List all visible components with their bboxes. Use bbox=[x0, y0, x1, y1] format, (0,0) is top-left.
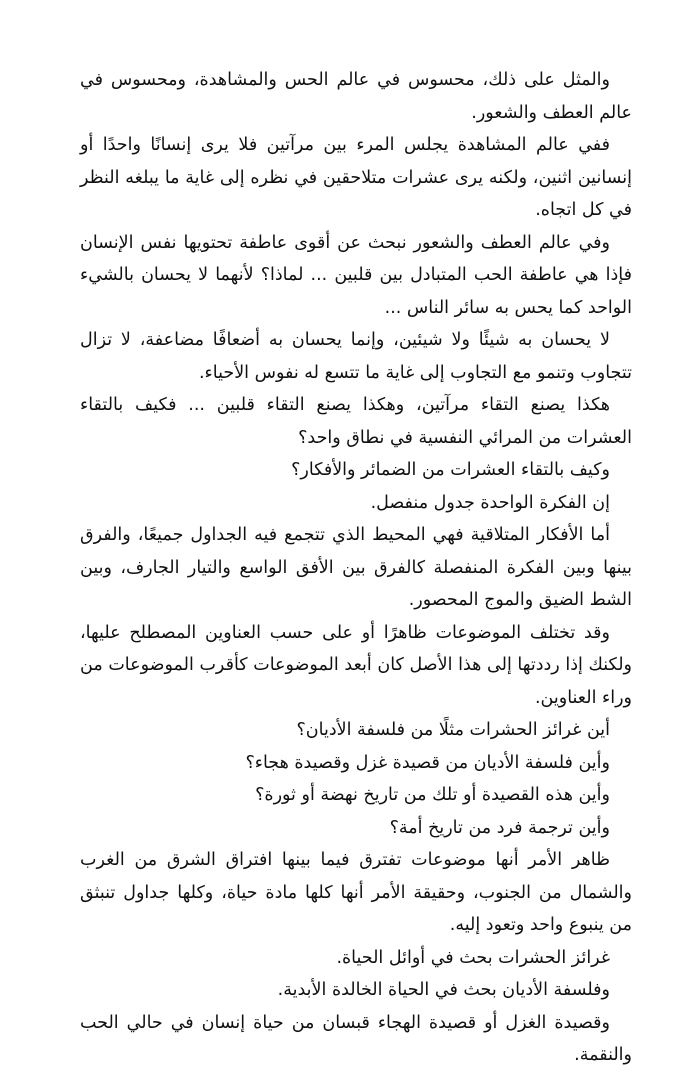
paragraph: والمثل على ذلك، محسوس في عالم الحس والمشاهدة، ومحسوس في عالم العطف والشعور. bbox=[80, 70, 632, 123]
paragraph: ظاهر الأمر أنها موضوعات تفترق فيما بينها افتراق الشرق من الغرب والشمال من الجنوب، وحقيقة الأمر أنها كلها مادة حياة، وكلها جداول تنبثق من ينبوع واحد وتعود إليه. bbox=[80, 850, 632, 935]
body-text bbox=[80, 64, 632, 1072]
paragraph: غرائز الحشرات بحث في أوائل الحياة. bbox=[336, 947, 610, 968]
paragraph: إن الفكرة الواحدة جدول منفصل. bbox=[370, 492, 610, 513]
paragraph: وأين ترجمة فرد من تاريخ أمة؟ bbox=[389, 817, 610, 838]
paragraph: وقد تختلف الموضوعات ظاهرًا أو على حسب العناوين المصطلح عليها، ولكنك إذا رددتها إلى هذا الأصل كان أبعد الموضوعات كأقرب الموضوعات من وراء العناوين. bbox=[80, 622, 632, 708]
paragraph: وأين فلسفة الأديان من قصيدة غزل وقصيدة هجاء؟ bbox=[245, 752, 610, 773]
paragraph: وأين هذه القصيدة أو تلك من تاريخ نهضة أو ثورة؟ bbox=[255, 785, 610, 805]
paragraph: لا يحسان به شيئًا ولا شيئين، وإنما يحسان به أضعافًا مضاعفة، لا تزال تتجاوب وتنمو مع التجاوب إلى غاية ما تتسع له نفوس الأحياء. bbox=[80, 330, 632, 383]
paragraph: أما الأفكار المتلاقية فهي المحيط الذي تتجمع فيه الجداول جميعًا، والفرق بينها وبين الفكرة المنفصلة كالفرق بين الأفق الواسع والتيار الجارف، وبين الشط الضيق والموج المحصور. bbox=[80, 525, 632, 610]
paragraph: هكذا يصنع التقاء مرآتين، وهكذا يصنع التقاء قلبين ... فكيف بالتقاء العشرات من المرائي النفسية في نطاق واحد؟ bbox=[80, 395, 632, 448]
paragraph: أين غرائز الحشرات مثلًا من فلسفة الأديان؟ bbox=[296, 720, 610, 740]
paragraph: وفي عالم العطف والشعور نبحث عن أقوى عاطفة تحتويها نفس الإنسان فإذا هي عاطفة الحب المتبادل بين قلبين ... لماذا؟ لأنهما لا يحسان بالشيء الواحد كما يحس به سائر الناس ... bbox=[80, 232, 632, 318]
paragraph: وفلسفة الأديان بحث في الحياة الخالدة الأبدية. bbox=[277, 980, 610, 1000]
paragraph: وقصيدة الغزل أو قصيدة الهجاء قبسان من حياة إنسان في حالي الحب والنقمة. bbox=[80, 1012, 632, 1065]
paragraph: ففي عالم المشاهدة يجلس المرء بين مرآتين فلا يرى إنسانًا واحدًا أو إنسانين اثنين، ولكنه يرى عشرات متلاحقين في نظره إلى غاية ما يبلغه النظر في كل اتجاه. bbox=[80, 135, 632, 220]
paragraph: وكيف بالتقاء العشرات من الضمائر والأفكار؟ bbox=[291, 460, 610, 480]
